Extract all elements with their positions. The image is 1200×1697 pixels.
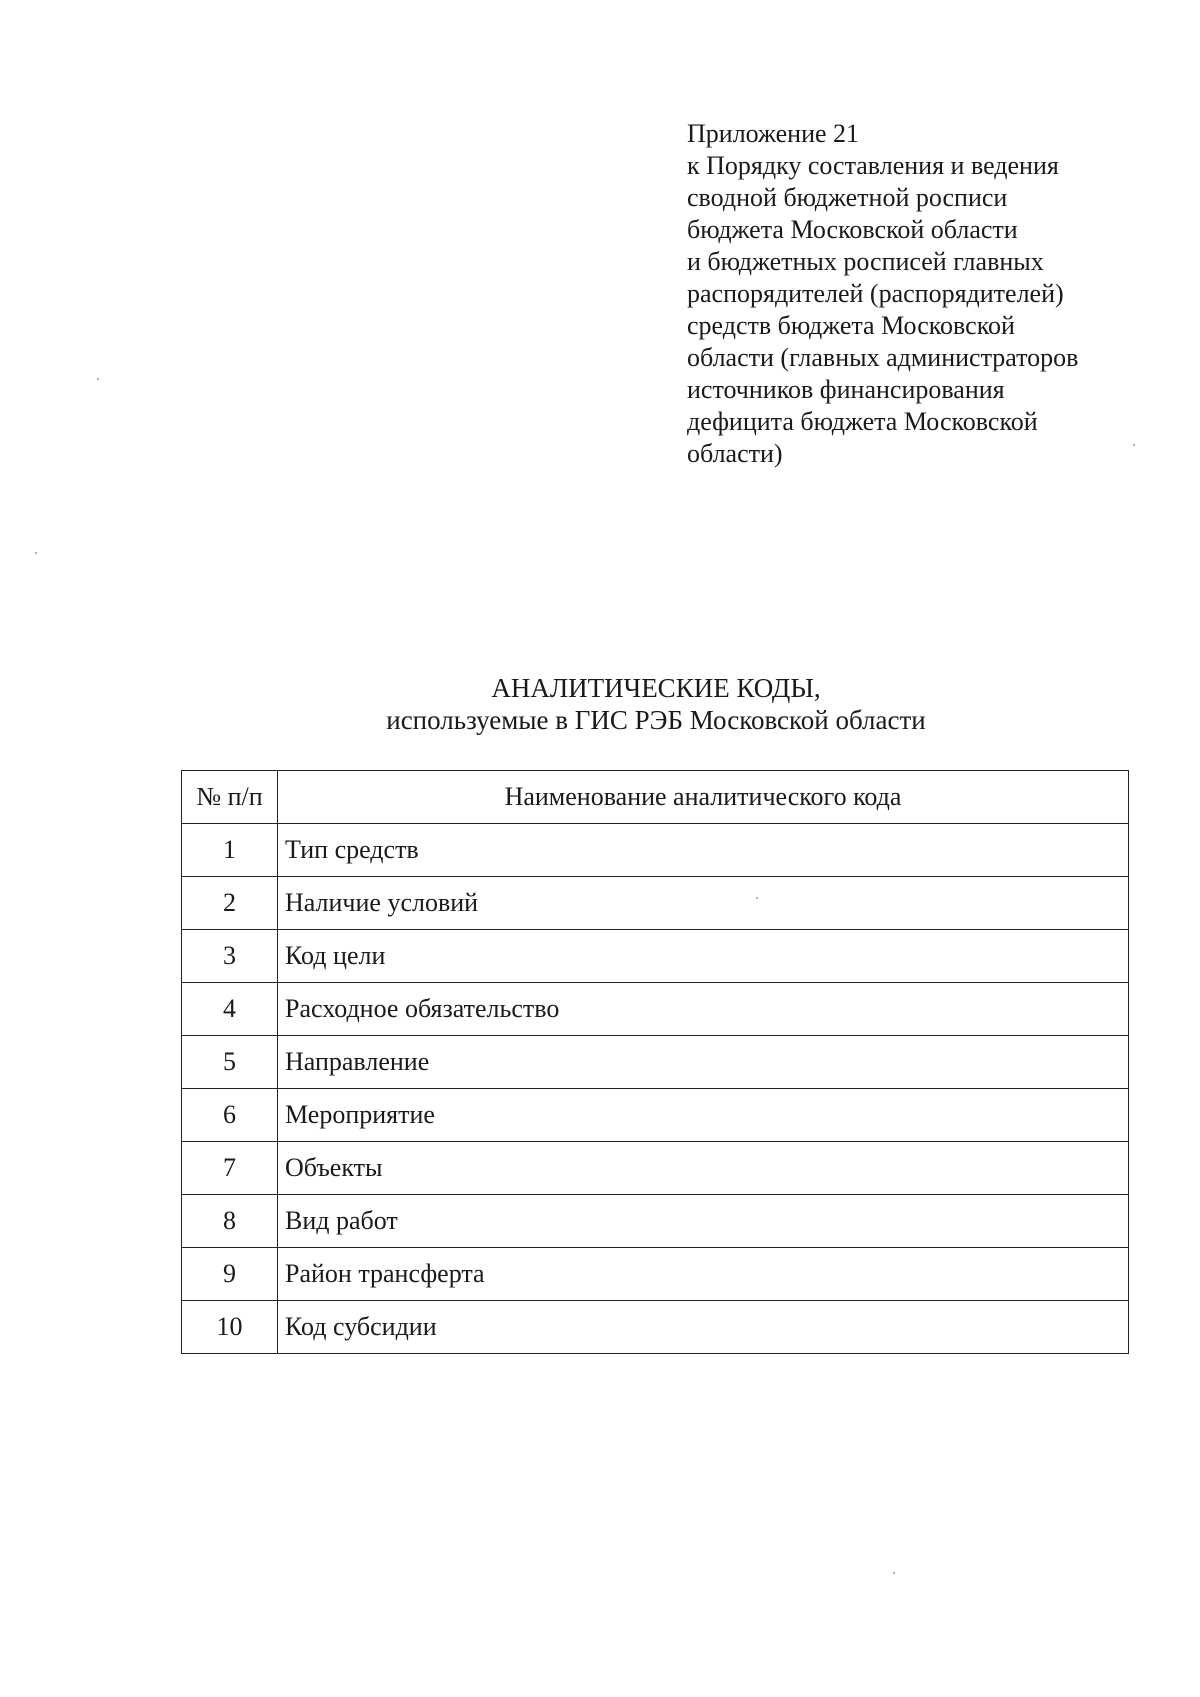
title-subtitle: используемые в ГИС РЭБ Московской области: [386, 705, 926, 735]
annex-line: области (главных администраторов: [687, 343, 1079, 372]
table-row: [182, 1248, 1129, 1301]
annex-line: средств бюджета Московской: [687, 311, 1015, 340]
row-number: 3: [182, 930, 278, 983]
annex-line: бюджета Московской области: [687, 215, 1018, 244]
table-row: [182, 1301, 1129, 1354]
table-row: [182, 1195, 1129, 1248]
row-number: 1: [182, 824, 278, 877]
row-number: 5: [182, 1036, 278, 1089]
annex-line: области): [687, 439, 783, 468]
row-code-name: Вид работ: [278, 1195, 1129, 1248]
annex-line: сводной бюджетной росписи: [687, 183, 1008, 212]
annex-line: Приложение 21: [687, 119, 860, 148]
scan-speck: [756, 897, 758, 899]
row-number: 8: [182, 1195, 278, 1248]
annex-line: дефицита бюджета Московской: [687, 407, 1038, 436]
table-row: [182, 983, 1129, 1036]
annex-line: к Порядку составления и ведения: [687, 151, 1059, 180]
header-code-name: Наименование аналитического кода: [278, 771, 1129, 824]
row-code-name: Мероприятие: [278, 1089, 1129, 1142]
row-number: 7: [182, 1142, 278, 1195]
analytic-codes-table: [181, 770, 1129, 1354]
document-title: [0, 672, 1200, 736]
row-number: 10: [182, 1301, 278, 1354]
table-row: [182, 1142, 1129, 1195]
row-number: 2: [182, 877, 278, 930]
header-number: № п/п: [182, 771, 278, 824]
row-code-name: Код субсидии: [278, 1301, 1129, 1354]
scan-speck: [97, 378, 99, 380]
row-code-name: Наличие условий: [278, 877, 1129, 930]
row-code-name: Направление: [278, 1036, 1129, 1089]
table-row: [182, 824, 1129, 877]
row-code-name: Тип средств: [278, 824, 1129, 877]
annex-header: [687, 118, 1157, 470]
table-header-row: [182, 771, 1129, 824]
table-row: [182, 1036, 1129, 1089]
row-number: 9: [182, 1248, 278, 1301]
scan-speck: [1133, 444, 1135, 446]
table-row: [182, 877, 1129, 930]
row-number: 6: [182, 1089, 278, 1142]
row-code-name: Код цели: [278, 930, 1129, 983]
scan-speck: [893, 1572, 895, 1574]
row-code-name: Расходное обязательство: [278, 983, 1129, 1036]
title-main: АНАЛИТИЧЕСКИЕ КОДЫ,: [491, 673, 821, 703]
row-code-name: Объекты: [278, 1142, 1129, 1195]
annex-line: источников финансирования: [687, 375, 1005, 404]
scan-speck: [35, 552, 37, 554]
annex-line: распорядителей (распорядителей): [687, 279, 1064, 308]
row-number: 4: [182, 983, 278, 1036]
row-code-name: Район трансферта: [278, 1248, 1129, 1301]
table-row: [182, 1089, 1129, 1142]
annex-line: и бюджетных росписей главных: [687, 247, 1044, 276]
table-row: [182, 930, 1129, 983]
